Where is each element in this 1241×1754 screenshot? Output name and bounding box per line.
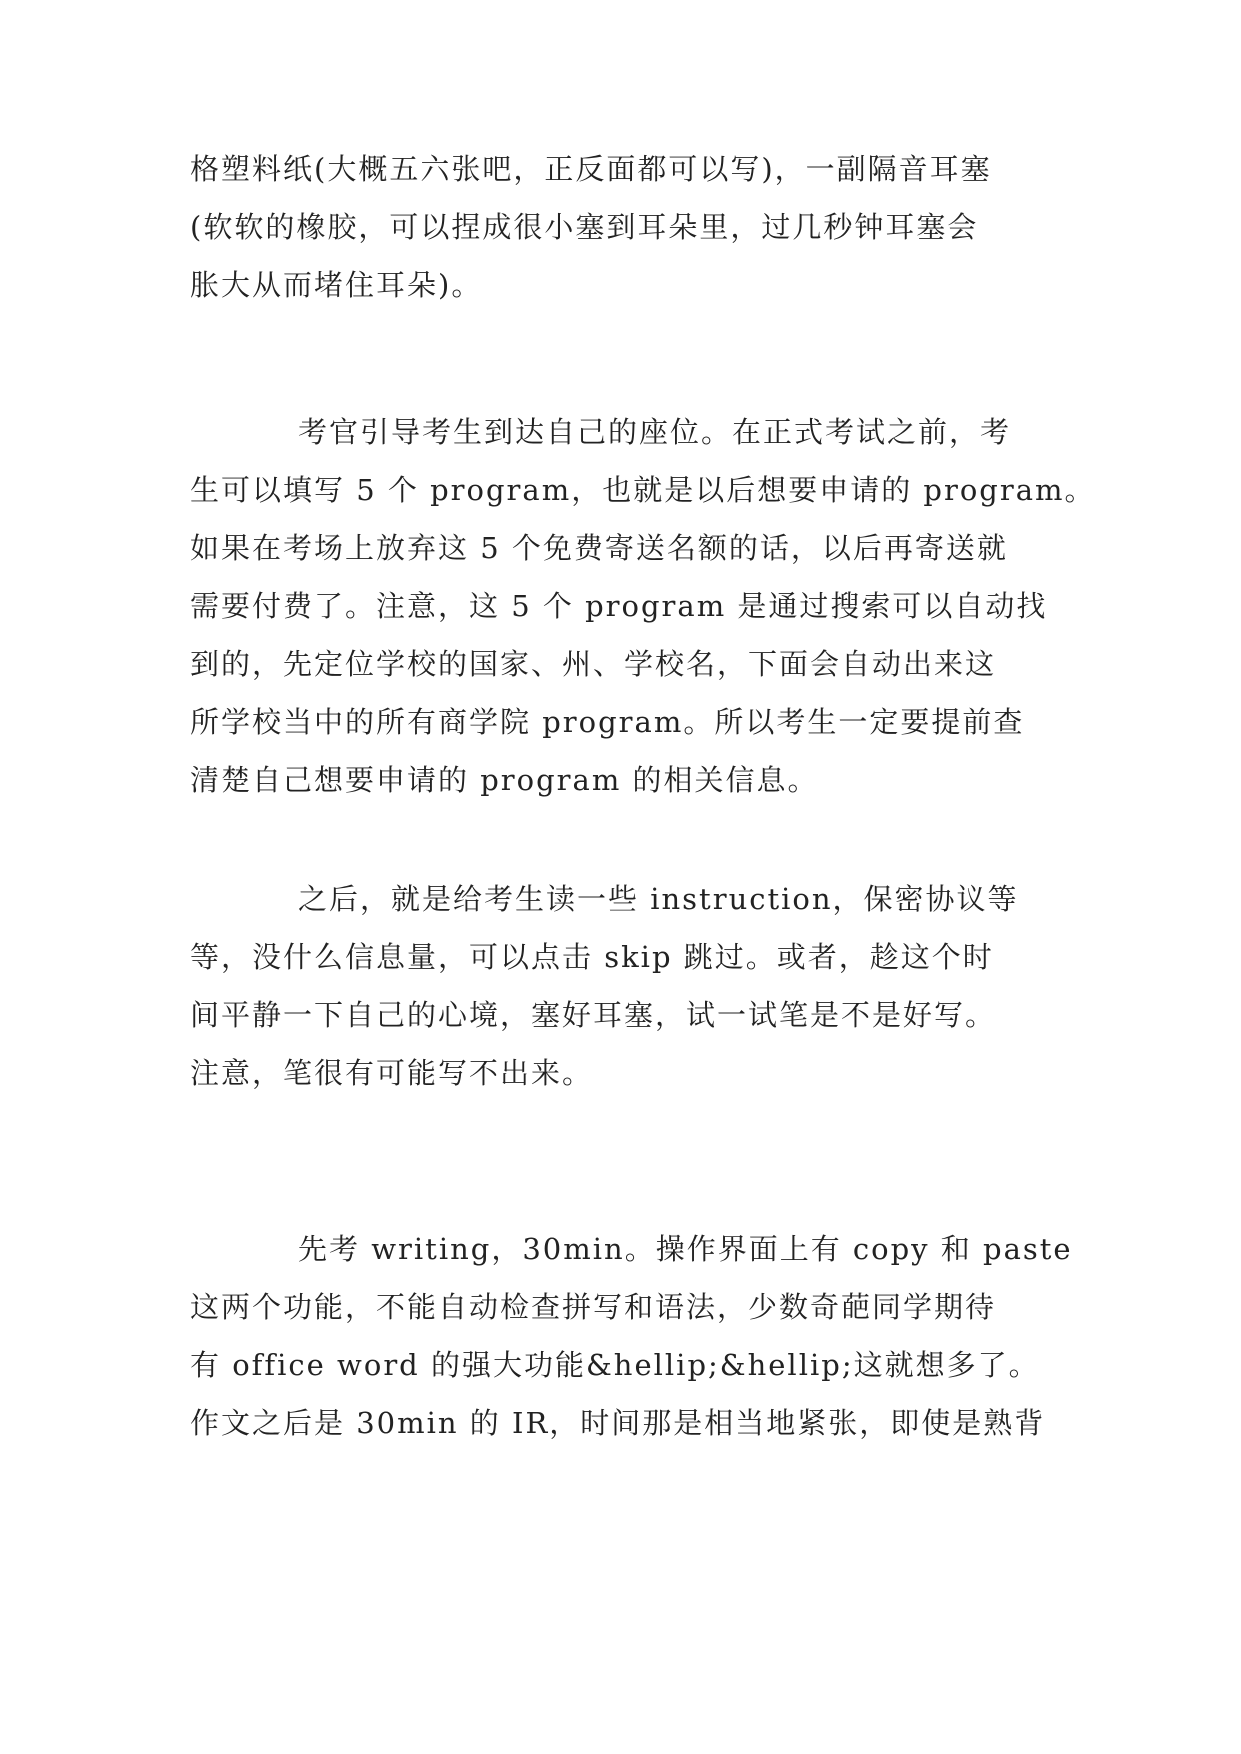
paragraph-line: 如果在考场上放弃这 5 个免费寄送名额的话，以后再寄送就 — [190, 531, 1008, 565]
paragraph-line: (软软的橡胶，可以捏成很小塞到耳朵里，过几秒钟耳塞会 — [190, 210, 979, 244]
paragraph-line: 间平静一下自己的心境，塞好耳塞，试一试笔是不是好写。 — [190, 998, 997, 1032]
paragraph-2 — [190, 403, 1096, 809]
paragraph-line: 格塑料纸(大概五六张吧，正反面都可以写)，一副隔音耳塞 — [190, 152, 992, 186]
paragraph-line: 有 office word 的强大功能&hellip;&hellip;这就想多了。 — [190, 1348, 1040, 1382]
paragraph-line: 作文之后是 30min 的 IR，时间那是相当地紧张，即使是熟背 — [190, 1406, 1046, 1440]
paragraph-line: 胀大从而堵住耳朵)。 — [190, 268, 483, 302]
paragraph-line: 等，没什么信息量，可以点击 skip 跳过。或者，趁这个时 — [190, 940, 994, 974]
paragraph-line: 这两个功能，不能自动检查拼写和语法，少数奇葩同学期待 — [190, 1290, 997, 1324]
paragraph-line: 生可以填写 5 个 program，也就是以后想要申请的 program。 — [190, 473, 1096, 507]
paragraph-line: 所学校当中的所有商学院 program。所以考生一定要提前查 — [190, 705, 1025, 739]
paragraph-line: 到的，先定位学校的国家、州、学校名，下面会自动出来这 — [190, 647, 997, 681]
paragraph-line: 之后，就是给考生读一些 instruction，保密协议等 — [298, 882, 1019, 916]
paragraph-line: 清楚自己想要申请的 program 的相关信息。 — [190, 763, 819, 797]
paragraph-3 — [190, 870, 1070, 1102]
paragraph-line: 注意，笔很有可能写不出来。 — [190, 1056, 594, 1090]
paragraph-line: 考官引导考生到达自己的座位。在正式考试之前，考 — [298, 415, 1012, 449]
paragraph-line: 先考 writing，30min。操作界面上有 copy 和 paste — [298, 1232, 1073, 1266]
paragraph-line: 需要付费了。注意，这 5 个 program 是通过搜索可以自动找 — [190, 589, 1048, 623]
paragraph-4 — [190, 1220, 1073, 1452]
paragraph-1 — [190, 140, 1070, 314]
